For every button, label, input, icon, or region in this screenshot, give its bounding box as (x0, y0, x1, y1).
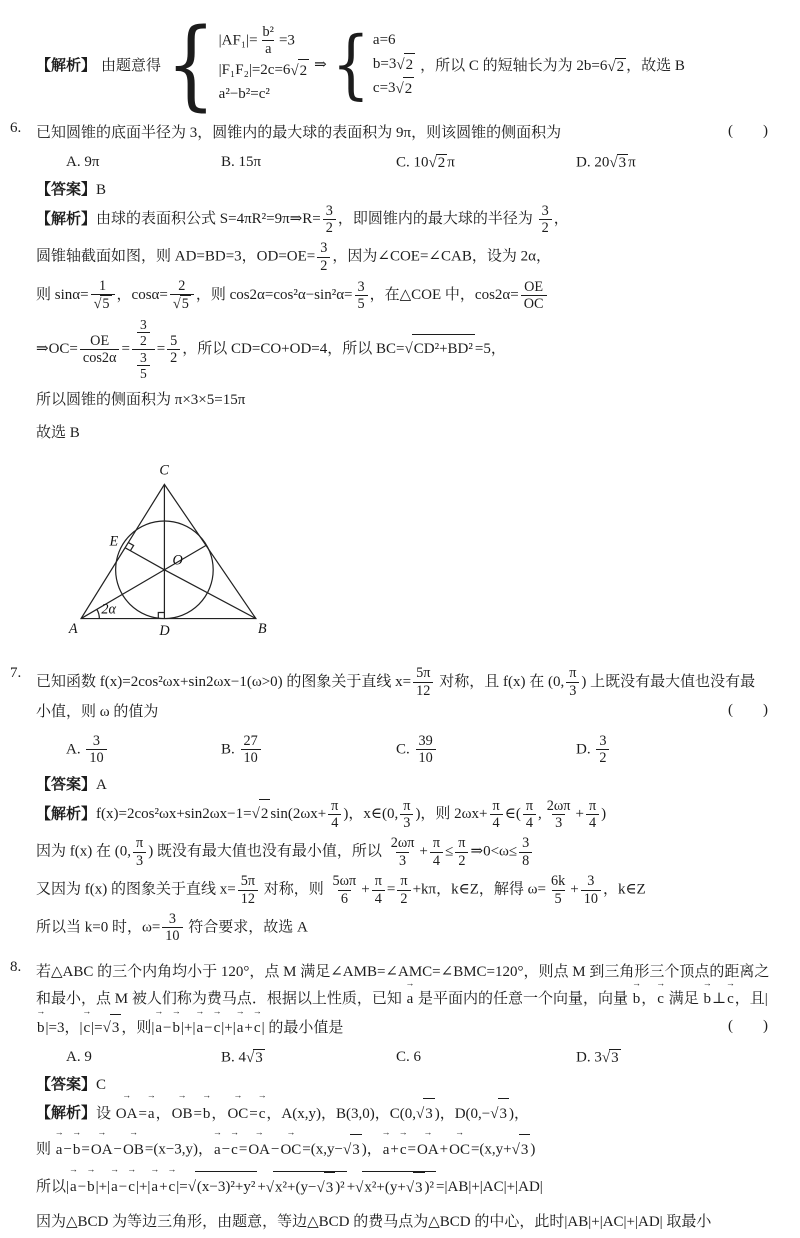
solution-label: 【解析】 (36, 806, 97, 823)
solution-label: 【解析】 (36, 58, 97, 75)
triangle-sides (81, 485, 256, 619)
label-B: B (257, 621, 267, 638)
left-brace: { (166, 8, 216, 122)
solution-line: 圆锥轴截面如图，则 AD=BD=3，OD=OE= $\frac{3}{2}$ ，因为∠COE=∠CAB，设为 2α， (36, 240, 551, 274)
case-line: |AF₁|= $\frac{\text{b²}}{a}$ =3 (218, 24, 295, 58)
right-angle-mark-D (158, 613, 164, 619)
option-a: A. 9 (66, 1049, 92, 1066)
answer-label: 【答案】 (36, 776, 97, 793)
option-d: D. $\frac{3}{2}$ (576, 733, 611, 767)
question-8 (10, 959, 774, 1238)
option-d: D. 20 √ 3 π (576, 153, 636, 171)
solution-line: 【解析】由球的表面积公式 S=4πR²=9π⇒R= $\frac{3}{2}$ ，即圆锥内的最大球的半径为 $\frac{3}{2}$ ， (36, 202, 569, 236)
label-angle-2a: 2α (101, 601, 116, 618)
solution-intro: 由题意得 (101, 58, 162, 75)
document-page (10, 8, 774, 1238)
option-d: D. 3 √ 3 (576, 1049, 619, 1066)
label-E: E (109, 533, 119, 550)
question-6 (10, 120, 774, 652)
solution-line: 则 sinα= 1 √ 5 ，cosα= 2 √ 5 ，则 cos2α=cos²α−sin²α= $\frac{3}{5}$ ，在△COE 中，cos2α= $\frac{OE}{OC}$ (36, 278, 774, 313)
solution-line: 【解析】设 OA →=a →，OB →=b →，OC →=c →，A(x,y)，B(3,0)，C(0, √ 3 )，D(0,− √ 3 )， (36, 1098, 774, 1131)
solution-tail: ，所以 C 的短轴长为为 2b=6 √ 2 ，故选 B (420, 58, 685, 75)
case-line: a=6 (372, 32, 396, 49)
cone-cross-section-figure (50, 458, 290, 651)
solution-line: 则 a →−b →=OA →−OB →=(x−3,y)，a →−c →=OA →−OC →=(x,y− √ 3 )，a →+c →=OA →+OC →=(x,y+ √ 3 ) (36, 1134, 774, 1167)
answer-value: C (96, 1076, 107, 1093)
question-text: 已知函数 f(x)=2cos²ωx+sin2ωx−1(ω>0) 的图象关于直线 x= $\frac{5\pi}{12}$ 对称，且 f(x) 在 (0, $\frac{\pi}{3}$ ) 上既没有最大值也没有最小值，则 ω 的值为 ( ) (36, 665, 774, 727)
solution-label: 【解析】 (36, 1105, 97, 1122)
angle-arc-2a (97, 610, 100, 619)
option-b: B. 15π (221, 154, 262, 170)
solution-line: 因为 f(x) 在 (0, $\frac{\pi}{3}$ ) 既没有最大值也没有最小值，所以 $\frac{2\omega\pi}{3}$ + $\frac{\pi}{4}$ ≤ $\frac{\pi}{2}$ ⇒0<ω≤ $\frac{3}{8}$ (36, 835, 774, 869)
solution-line: 故选 B (36, 425, 80, 442)
solution-line: 所以圆锥的侧面积为 π×3×5=15π (36, 391, 246, 408)
solution-label: 【解析】 (36, 210, 97, 227)
question-text: 若△ABC 的三个内角均小于 120°，点 M 满足∠AMB=∠AMC=∠BMC=120°，则点 M 到三角形三个顶点的距离之和最小，点 M 被人们称为费马点．根据以上性质，已知 a → 是平面内的任意一个向量，向量 b →，c → 满足 b →⊥c →，且|b →|=3，|c →|= √ 3 ，则|a →−b →|+|a →−c →|+|a →+c →| 的最小值是 ( ) (36, 959, 774, 1043)
case-line: |F₁F₂|=2c=6 √ 2 (219, 59, 309, 83)
question-number: 6. (10, 119, 22, 136)
option-a: A. $\frac{3}{10}$ (66, 733, 221, 767)
solution-line: 【解析】f(x)=2cos²ωx+sin2ωx−1= √ 2 sin(2ωx+ $\frac{\pi}{4}$ )，x∈(0, $\frac{\pi}{3}$ )，则 2ωx+ $\frac{\pi}{4}$ ∈( $\frac{\pi}{4}$ , $\frac{2\omega\pi}{3}$ + $\frac{\pi}{4}$ ) (36, 797, 607, 832)
label-O: O (172, 553, 183, 570)
solution-line: 所以|a →−b →|+|a →−c →|+|a →+c →|= √ (x−3)²+y² + √ x²+(y− √ 3 )² + √ x²+(y+ √ 3 )² =|AB|+|AC|+|AD| (36, 1171, 774, 1205)
cases-system-left (166, 8, 309, 122)
case-line: a²−b²=c² (218, 86, 270, 103)
answer-value: B (96, 181, 107, 198)
option-c: C. $\frac{39}{10}$ (396, 733, 576, 767)
question-7 (10, 665, 774, 944)
option-c: C. 6 (396, 1049, 422, 1066)
answer-label: 【答案】 (36, 1076, 97, 1093)
options-row (66, 1049, 774, 1067)
segment-EO (125, 548, 164, 570)
option-c: C. 10 √ 2 π (396, 153, 455, 171)
option-b: B. $\frac{27}{10}$ (221, 733, 396, 767)
solution-line: 又因为 f(x) 的图象关于直线 x= $\frac{5\pi}{12}$ 对称，则 $\frac{5\omega\pi}{6}$ + $\frac{\pi}{4}$ = $\frac{\pi}{2}$ +kπ，k∈Z，解得 ω= $\frac{6k}{5}$ + $\frac{3}{10}$ ，k∈Z (36, 873, 646, 907)
answer-blank-paren: ( ) (728, 702, 768, 719)
label-D: D (159, 623, 170, 640)
answer-label: 【答案】 (36, 181, 97, 198)
label-A: A (68, 621, 78, 638)
case-line: c=3 √ 2 (373, 77, 415, 101)
case-line: b=3 √ 2 (373, 53, 415, 77)
answer-line (36, 178, 774, 199)
question-number: 8. (10, 958, 22, 975)
left-brace: { (331, 21, 370, 109)
top-solution-block (36, 8, 774, 122)
segment-OB (164, 570, 255, 619)
implies-arrow: ⇒ (314, 57, 327, 74)
options-row (66, 154, 774, 172)
cases-system-right (331, 21, 415, 109)
option-b: B. 4 √ 3 (221, 1049, 263, 1066)
answer-line (36, 773, 774, 794)
answer-blank-paren: ( ) (728, 1018, 768, 1035)
question-number: 7. (10, 665, 22, 682)
question-text: 已知圆锥的底面半径为 3，圆锥内的最大球的表面积为 9π，则该圆锥的侧面积为 ( ) (36, 120, 774, 148)
solution-line: 所以当 k=0 时，ω= $\frac{3}{10}$ 符合要求，故选 A (36, 910, 308, 945)
solution-line: 因为△BCD 为等边三角形，由题意，等边△BCD 的费马点为△BCD 的中心，此时|AB|+|AC|+|AD| 取最小 (36, 1214, 712, 1231)
label-C: C (159, 462, 169, 479)
answer-blank-paren: ( ) (728, 122, 768, 139)
solution-line: ⇒OC= $\frac{OE}{\cos 2\alpha}$ = $\frac{\frac{3}{2}}{\frac{3}{5}}$ = $\frac{5}{2}$ ，所以 CD=CO+OD=4，所以 BC= √ CD²+BD² =5， (36, 316, 506, 382)
figure-svg (50, 458, 290, 646)
answer-value: A (96, 776, 107, 793)
options-row (66, 733, 774, 767)
option-a: A. 9π (66, 154, 100, 170)
